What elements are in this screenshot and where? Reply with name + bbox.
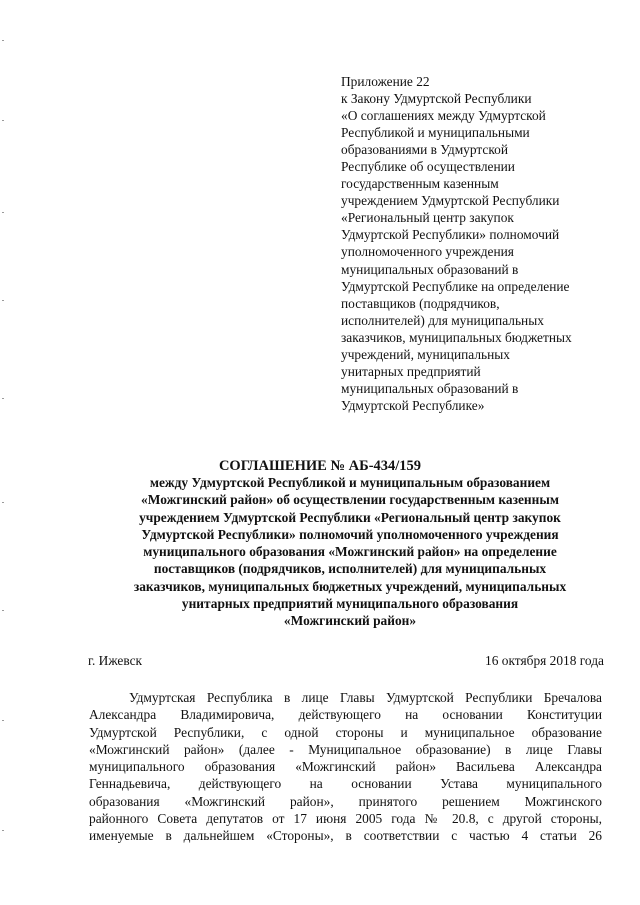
appendix-line: государственным казенным bbox=[341, 176, 499, 192]
city-label: г. Ижевск bbox=[88, 653, 143, 668]
subtitle-line: между Удмуртской Республикой и муниципальным образованием bbox=[149, 475, 551, 490]
date-label: 16 октября 2018 года bbox=[485, 653, 604, 668]
appendix-line: уполномоченного учреждения bbox=[341, 244, 514, 260]
subtitle-line: муниципального образования «Можгинский район» на определение bbox=[143, 544, 557, 560]
appendix-line: Республикой и муниципальными bbox=[341, 125, 530, 141]
subtitle-line: «Можгинский район» об осуществлении государственным казенным bbox=[141, 492, 559, 508]
scan-edge-mark bbox=[2, 300, 4, 301]
body-line: Геннадьевича, действующего на основании Устава муниципального bbox=[89, 776, 602, 792]
scan-edge-mark bbox=[2, 502, 4, 503]
appendix-line: учреждений, муниципальных bbox=[341, 346, 510, 362]
body-line: «Можгинский район» (далее - Муниципальное образование) в лице Главы bbox=[89, 741, 602, 757]
body-line: Александра Владимировича, действующего на основании Конституции bbox=[89, 707, 602, 723]
scan-edge-mark bbox=[2, 398, 4, 399]
body-line: районного Совета депутатов от 17 июня 2005 года № 20.8, с другой стороны, bbox=[89, 811, 602, 827]
subtitle-line: унитарных предприятий муниципального образования bbox=[181, 596, 519, 612]
appendix-line: учреждением Удмуртской Республики bbox=[341, 193, 560, 209]
appendix-line: Приложение 22 bbox=[341, 74, 430, 89]
appendix-line: исполнителей) для муниципальных bbox=[341, 312, 544, 328]
appendix-line: муниципальных образований в bbox=[341, 380, 519, 396]
appendix-line: Удмуртской Республике» bbox=[341, 397, 485, 413]
body-line: образования «Можгинский район», принятого решением Можгинского bbox=[89, 793, 602, 809]
appendix-line: образованиями в Удмуртской bbox=[341, 142, 509, 158]
body-line: Удмуртской Республики, с одной стороны и муниципальное образование bbox=[89, 724, 602, 740]
appendix-line: к Закону Удмуртской Республики bbox=[341, 91, 532, 107]
appendix-line: «О соглашениях между Удмуртской bbox=[341, 108, 546, 124]
appendix-line: заказчиков, муниципальных бюджетных bbox=[341, 329, 572, 345]
body-line: муниципального образования «Можгинский район» Васильева Александра bbox=[89, 759, 602, 775]
appendix-line: муниципальных образований в bbox=[341, 261, 519, 277]
agreement-title: СОГЛАШЕНИЕ № АБ-434/159 bbox=[218, 458, 422, 474]
subtitle-line: «Можгинский район» bbox=[283, 613, 417, 629]
scan-edge-mark bbox=[2, 212, 4, 213]
agreement-subtitle bbox=[70, 474, 630, 630]
scan-edge-mark bbox=[2, 610, 4, 611]
appendix-line: Республике об осуществлении bbox=[341, 159, 515, 175]
scan-edge-mark bbox=[2, 40, 4, 41]
body-line: именуемые в дальнейшем «Стороны», в соответствии с частью 4 статьи 26 bbox=[89, 828, 602, 844]
scan-edge-mark bbox=[2, 720, 4, 721]
appendix-line: «Региональный центр закупок bbox=[341, 210, 514, 226]
appendix-line: Удмуртской Республике на определение bbox=[341, 278, 570, 294]
subtitle-line: заказчиков, муниципальных бюджетных учреждений, муниципальных bbox=[133, 578, 567, 594]
scan-edge-mark bbox=[2, 830, 4, 831]
subtitle-line: учреждением Удмуртской Республики «Региональный центр закупок bbox=[139, 509, 561, 525]
appendix-line: поставщиков (подрядчиков, bbox=[341, 295, 500, 311]
appendix-line: Удмуртской Республики» полномочий bbox=[341, 227, 560, 243]
subtitle-line: поставщиков (подрядчиков, исполнителей) для муниципальных bbox=[153, 561, 547, 577]
appendix-header bbox=[341, 73, 621, 414]
body-paragraph bbox=[89, 689, 602, 845]
scan-edge-mark bbox=[2, 120, 4, 121]
appendix-line: унитарных предприятий bbox=[341, 363, 481, 379]
body-line: Удмуртская Республика в лице Главы Удмуртской Республики Бречалова bbox=[129, 690, 602, 705]
subtitle-line: Удмуртской Республики» полномочий уполномоченного учреждения bbox=[141, 526, 559, 542]
